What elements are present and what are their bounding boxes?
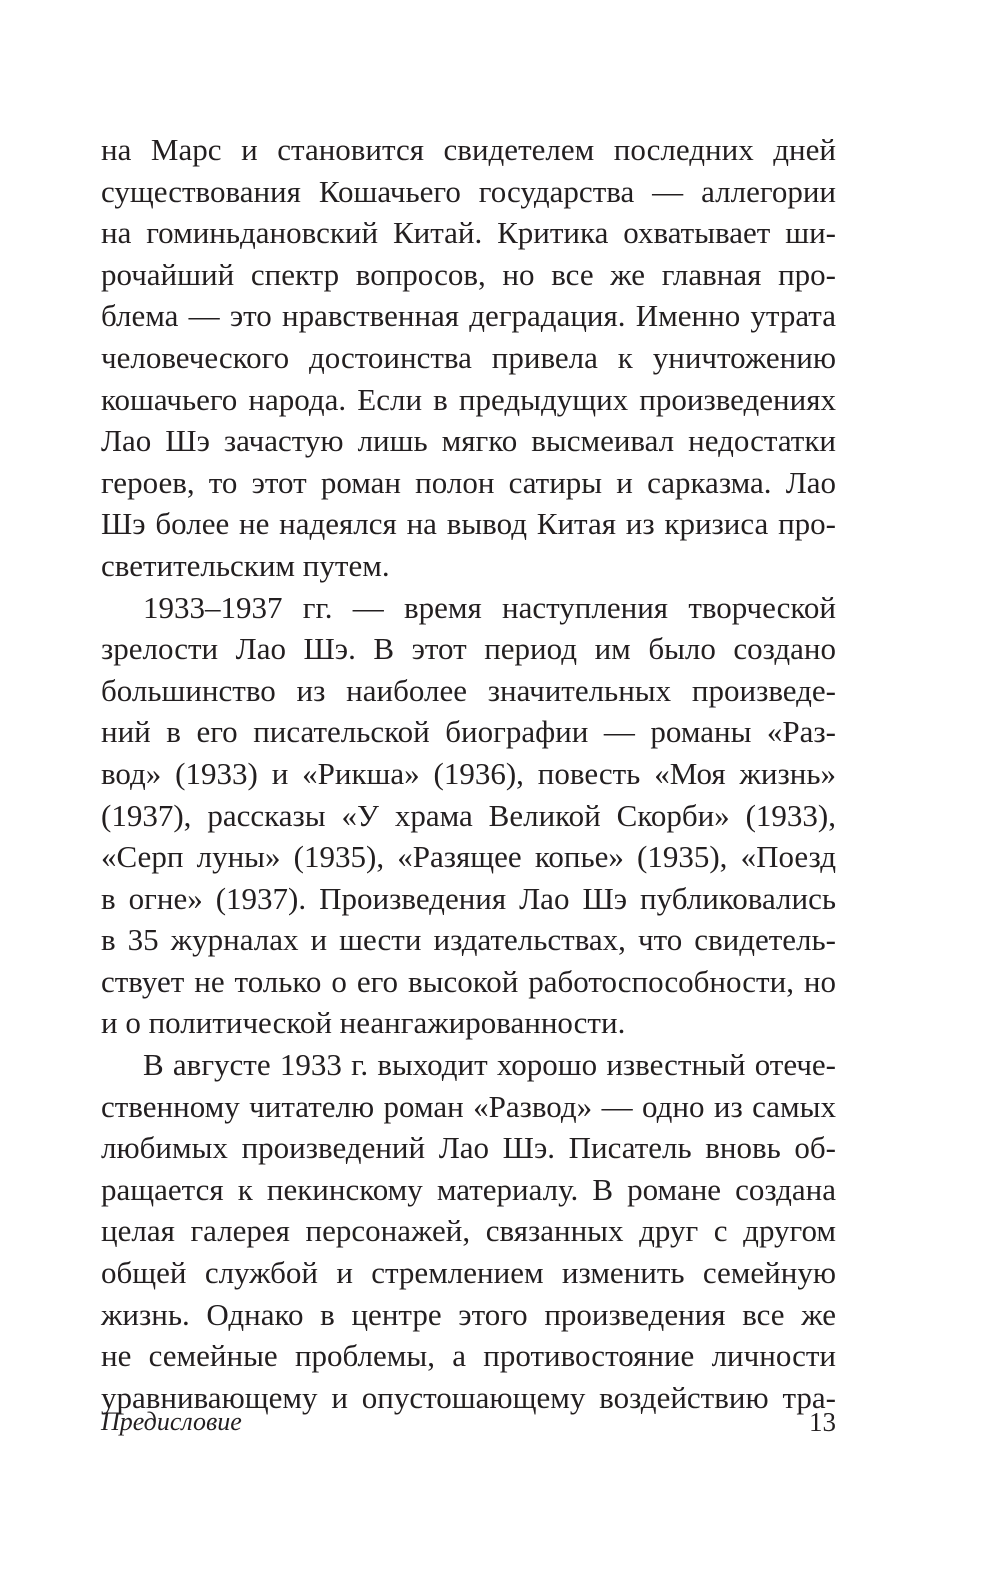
text-line: светительским путем.	[101, 547, 390, 583]
text-line: ращается к пекинскому материалу. В романе создана	[101, 1171, 836, 1207]
paragraph-first-line: В августе 1933 г. выходит хорошо известный отече-	[143, 1047, 836, 1083]
text-line: человеческого достоинства привела к уничтожению	[101, 339, 836, 375]
text-line: и о политической неангажированности.	[101, 1005, 626, 1041]
paragraph-first-line: 1933–1937 гг. — время наступления творческой	[143, 589, 836, 625]
text-line: вод» (1933) и «Рикша» (1936), повесть «Моя жизнь»	[101, 755, 836, 791]
text-line: ний в его писательской биографии — романы «Раз-	[101, 714, 836, 750]
text-line: уравнивающему и опустошающему воздействию тра-	[101, 1379, 836, 1415]
running-title: Предисловие	[101, 1407, 242, 1436]
text-line: существования Кошачьего государства — аллегории	[101, 173, 836, 209]
text-line: на Марс и становится свидетелем последних дней	[101, 132, 836, 167]
text-line: кошачьего народа. Если в предыдущих произведениях	[101, 381, 836, 417]
page-number: 13	[809, 1407, 836, 1437]
text-line: героев, то этот роман полон сатиры и сарказма. Лао	[101, 464, 836, 500]
text-line: целая галерея персонажей, связанных друг с другом	[101, 1213, 836, 1249]
text-line: блема — это нравственная деградация. Именно утрата	[101, 298, 836, 334]
text-line: большинство из наиболее значительных произведе-	[101, 672, 836, 708]
text-line: на гоминьдановский Китай. Критика охватывает ши-	[101, 215, 836, 251]
text-line: не семейные проблемы, а противостояние личности	[101, 1338, 836, 1374]
text-line: зрелости Лао Шэ. В этот период им было создано	[101, 631, 836, 667]
text-line: в 35 журналах и шести издательствах, что свидетель-	[101, 922, 836, 958]
text-line: любимых произведений Лао Шэ. Писатель вновь об-	[101, 1130, 836, 1166]
text-line: Шэ более не надеялся на вывод Китая из кризиса про-	[101, 506, 836, 542]
text-line: ствует не только о его высокой работоспособности, но	[101, 963, 836, 999]
text-line: рочайший спектр вопросов, но все же главная про-	[101, 256, 836, 292]
text-line: ственному читателю роман «Развод» — одно из самых	[101, 1088, 836, 1124]
text-line: (1937), рассказы «У храма Великой Скорби» (1933),	[101, 797, 836, 833]
text-line: общей службой и стремлением изменить семейную	[101, 1255, 836, 1291]
text-line: Лао Шэ зачастую лишь мягко высмеивал недостатки	[101, 423, 836, 459]
text-line: «Серп луны» (1935), «Разящее копье» (1935), «Поезд	[101, 839, 836, 875]
page-footer	[101, 1404, 836, 1440]
body-text	[101, 129, 836, 1418]
text-line: в огне» (1937). Произведения Лао Шэ публиковались	[101, 880, 836, 916]
text-line: жизнь. Однако в центре этого произведения все же	[101, 1296, 836, 1332]
